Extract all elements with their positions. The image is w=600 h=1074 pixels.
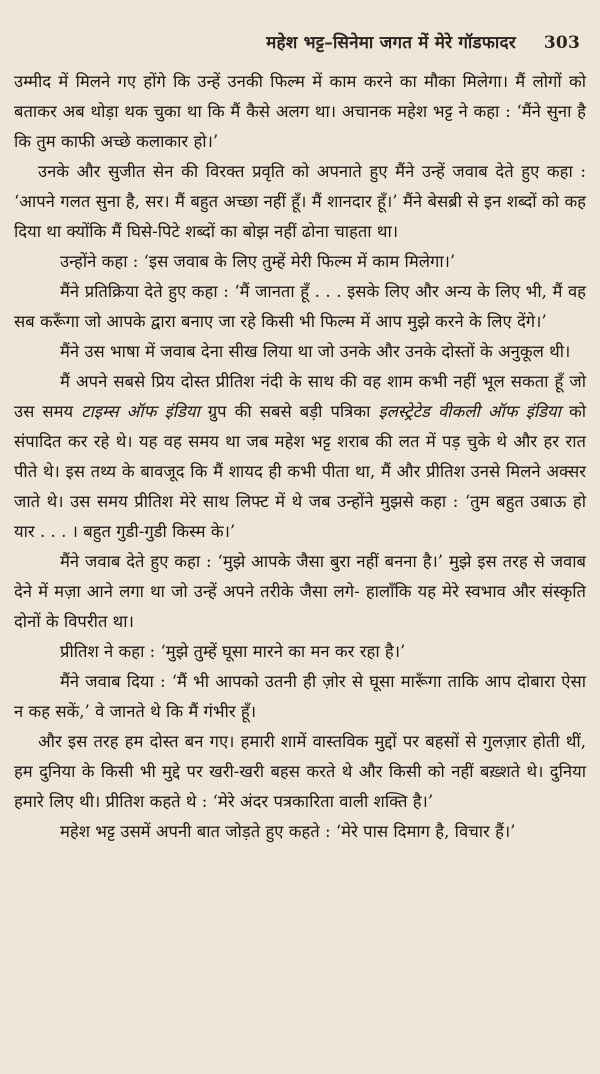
running-title: महेश भट्ट–सिनेमा जगत में मेरे गॉडफादर	[266, 33, 516, 53]
body-text	[14, 67, 586, 847]
paragraph: उनके और सुजीत सेन की विरक्त प्रवृति को अपनाते हुए मैंने उन्हें जवाब देते हुए कहा : ‘आपने गलत सुना है, सर। मैं बहुत अच्छा नहीं हूँ। मैं शानदार हूँ।’ मैंने बेसब्री से इन शब्दों को कह दिया था क्योंकि मैं घिसे-पिटे शब्दों का बोझ नहीं ढोना चाहता था।	[14, 162, 586, 241]
paragraph: महेश भट्ट उसमें अपनी बात जोड़ते हुए कहते : ‘मेरे पास दिमाग है, विचार हैं।’	[60, 822, 516, 841]
paragraph: मैंने प्रतिक्रिया देते हुए कहा : ‘मैं जानता हूँ . . . इसके लिए और अन्य के लिए भी, मैं वह सब करूँगा जो आपके द्वारा बनाए जा रहे किसी भी फिल्म में आप मुझे करने के लिए देंगे।’	[14, 282, 586, 331]
paragraph: प्रीतिश ने कहा : ‘मुझे तुम्हें घूसा मारने का मन कर रहा है।’	[60, 642, 406, 661]
paragraph: उन्होंने कहा : ‘इस जवाब के लिए तुम्हें मेरी फिल्म में काम मिलेगा।’	[60, 252, 456, 271]
paragraph: और इस तरह हम दोस्त बन गए। हमारी शामें वास्तविक मुद्दों पर बहसों से गुलज़ार होती थीं, हम दुनिया के किसी भी मुद्दे पर खरी-खरी बहस करते थे और किसी को नहीं बख़्शते थे। दुनिया हमारे लिए थी। प्रीतिश कहते थे : ‘मेरे अंदर पत्रकारिता वाली शक्ति है।’	[14, 732, 586, 811]
page-header	[14, 30, 580, 53]
paragraph: उम्मीद में मिलने गए होंगे कि उन्हें उनकी फिल्म में काम करने का मौका मिलेगा। मैं लोगों को बताकर अब थोड़ा थक चुका था कि मैं कैसे अलग था। अचानक महेश भट्ट ने कहा : ‘मैंने सुना है कि तुम काफी अच्छे कलाकार हो।’	[14, 72, 586, 151]
page-number: 303	[543, 33, 580, 53]
italic-title: इलस्ट्रेटेड वीकली ऑफ इंडिया	[378, 402, 561, 421]
paragraph: मैंने जवाब दिया : ‘मैं भी आपको उतनी ही ज़ोर से घूसा मारूँगा ताकि आप दोबारा ऐसा न कह सकें,’ वे जानते थे कि मैं गंभीर हूँ।	[14, 672, 586, 721]
paragraph: मैं अपने सबसे प्रिय दोस्त प्रीतिश नंदी के साथ की वह शाम कभी नहीं भूल सकता हूँ जो उस समय टाइम्स ऑफ इंडिया ग्रुप की सबसे बड़ी पत्रिका इलस्ट्रेटेड वीकली ऑफ इंडिया को संपादित कर रहे थे। यह वह समय था जब महेश भट्ट शराब की लत में पड़ चुके थे और हर रात पीते थे। इस तथ्य के बावजूद कि मैं शायद ही कभी पीता था, मैं और प्रीतिश उनसे मिलने अक्सर जाते थे। उस समय प्रीतिश मेरे साथ लिफ्ट में थे जब उन्होंने मुझसे कहा : ‘तुम बहुत उबाऊ हो यार . . . । बहुत गुडी-गुडी किस्म के।’	[14, 372, 587, 541]
paragraph: मैंने जवाब देते हुए कहा : ‘मुझे आपके जैसा बुरा नहीं बनना है।’ मुझे इस तरह से जवाब देने में मज़ा आने लगा था जो उन्हें अपने तरीके जैसा लगे- हालाँकि यह मेरे स्वभाव और संस्कृति दोनों के विपरीत था।	[14, 552, 586, 631]
paragraph: मैंने उस भाषा में जवाब देना सीख लिया था जो उनके और उनके दोस्तों के अनुकूल थी।	[60, 342, 571, 361]
italic-title: टाइम्स ऑफ इंडिया	[81, 402, 200, 421]
